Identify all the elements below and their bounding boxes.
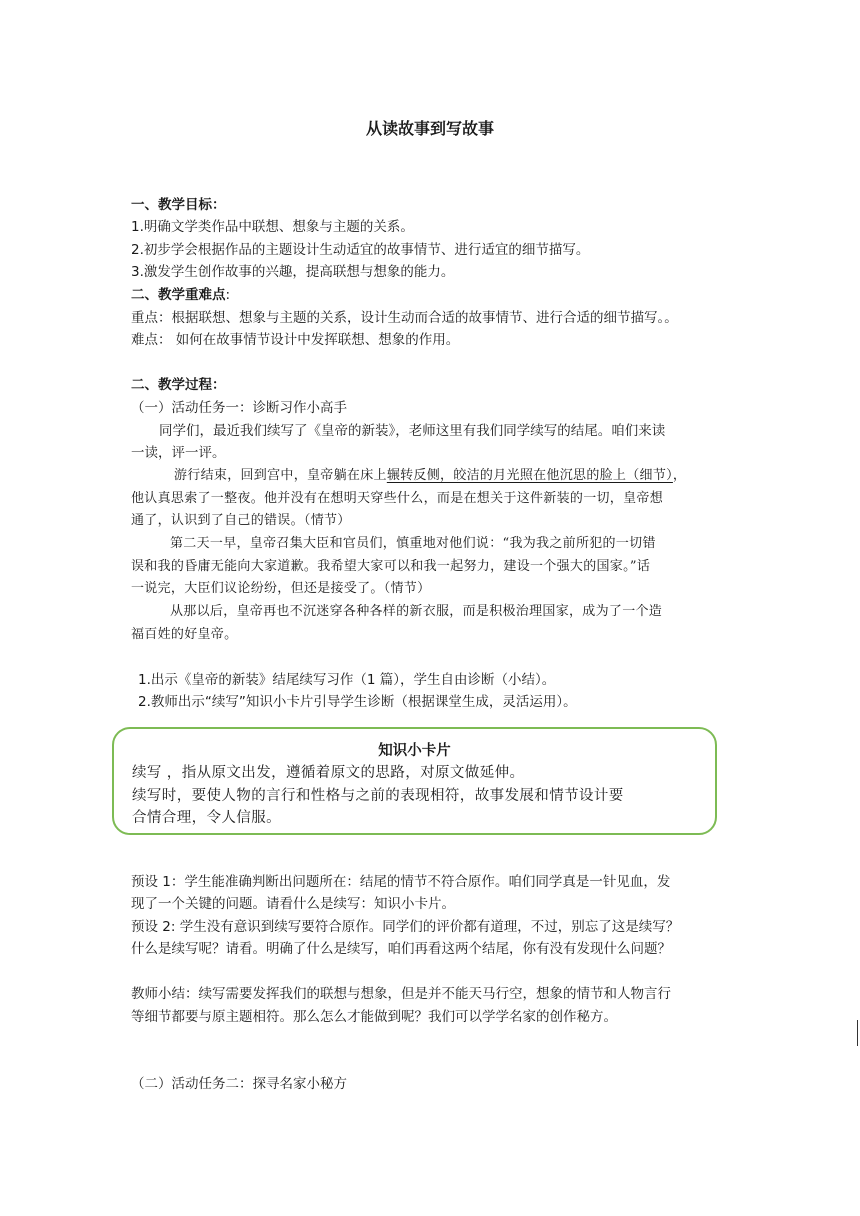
- difficulty-text: 难点： 如何在故事情节设计中发挥联想、想象的作用。: [131, 332, 460, 348]
- task2-heading: （二）活动任务二：探寻名家小秘方: [131, 1076, 347, 1092]
- story-p2-line-3: 一说完，大臣们议论纷纷，但还是接受了。（情节）: [131, 581, 431, 596]
- text-cursor: [857, 1020, 858, 1046]
- knowledge-card-title: 知识小卡片: [378, 742, 451, 759]
- task1-heading: （一）活动任务一：诊断习作小高手: [131, 400, 347, 416]
- key-points-heading-colon: :: [225, 287, 231, 303]
- preset-1-line-1: 预设 1：学生能准确判断出问题所在：结尾的情节不符合原作。咱们同学真是一针见血，发: [131, 874, 671, 890]
- goal-item-2: 2.初步学会根据作品的主题设计生动适宜的故事情节、进行适宜的细节描写。: [131, 242, 590, 258]
- story-p2-line-2: 误和我的昏庸无能向大家道歉。我希望大家可以和我一起努力，建设一个强大的国家。”话: [131, 559, 651, 574]
- process-heading: 二、教学过程：: [131, 377, 226, 393]
- story-p1-line-3: 通了，认识到了自己的错误。（情节）: [131, 513, 351, 528]
- goal-item-3: 3.激发学生创作故事的兴趣，提高联想与想象的能力。: [131, 264, 455, 280]
- story-p1-line-2: 他认真思索了一整夜。他并没有在想明天穿些什么，而是在想关于这件新装的一切，皇帝想: [131, 491, 664, 506]
- step-2: 2.教师出示“续写”知识小卡片引导学生诊断（根据课堂生成，灵活运用）。: [138, 694, 577, 710]
- key-points-heading-line: [131, 284, 230, 306]
- preset-2-line-2: 什么是续写呢？请看。明确了什么是续写，咱们再看这两个结尾，你有没有发现什么问题？: [131, 941, 671, 957]
- document-title: 从读故事到写故事: [365, 119, 494, 138]
- summary-line-2: 等细节都要与原主题相符。那么怎么才能做到呢？我们可以学学名家的创作秘方。: [131, 1009, 617, 1025]
- intro-line-1: 同学们，最近我们续写了《皇帝的新装》，老师这里有我们同学续写的结尾。咱们来读: [159, 423, 666, 439]
- goal-item-1: 1.明确文学类作品中联想、想象与主题的关系。: [131, 219, 414, 235]
- story-p3-line-2: 福百姓的好皇帝。: [131, 627, 238, 642]
- story-p1-text: 游行结束，回到宫中，皇帝躺在床上: [174, 468, 387, 483]
- preset-2-line-1: 预设 2: 学生没有意识到续写要符合原作。同学们的评价都有道理，不过，别忘了这是续写？: [131, 919, 680, 935]
- intro-line-2: 一读，评一评。: [131, 445, 226, 461]
- key-points-heading: 二、教学重难点: [131, 287, 226, 303]
- preset-1-line-2: 现了一个关键的问题。请看什么是续写：知识小卡片。: [131, 896, 455, 912]
- step-1: 1.出示《皇帝的新装》结尾续写习作（1 篇），学生自由诊断（小结）。: [138, 672, 556, 688]
- summary-line-1: 教师小结：续写需要发挥我们的联想与想象，但是并不能天马行空，想象的情节和人物言行: [131, 986, 671, 1002]
- story-p2-line-1: 第二天一早，皇帝召集大臣和官员们，慎重地对他们说：“我为我之前所犯的一切错: [170, 536, 656, 551]
- goals-heading: 一、教学目标：: [131, 197, 226, 213]
- story-p1-comma: ，: [672, 468, 687, 483]
- story-p1-line-1: [174, 465, 686, 487]
- story-p3-line-1: 从那以后，皇帝再也不沉迷穿各种各样的新衣服，而是积极治理国家，成为了一个造: [170, 604, 663, 619]
- knowledge-card-line-1: 续写 ，指从原文出发，遵循着原文的思路，对原文做延伸。: [132, 765, 525, 781]
- key-point-text: 重点：根据联想、想象与主题的关系，设计生动而合适的故事情节、进行合适的细节描写。。: [131, 310, 678, 326]
- knowledge-card-line-2: 续写时，要使人物的言行和性格与之前的表现相符，故事发展和情节设计要: [132, 788, 624, 804]
- story-p1-underlined: 辗转反侧，皎洁的月光照在他沉思的脸上（细节）: [386, 468, 673, 483]
- knowledge-card-line-3: 合情合理，令人信服。: [132, 810, 281, 826]
